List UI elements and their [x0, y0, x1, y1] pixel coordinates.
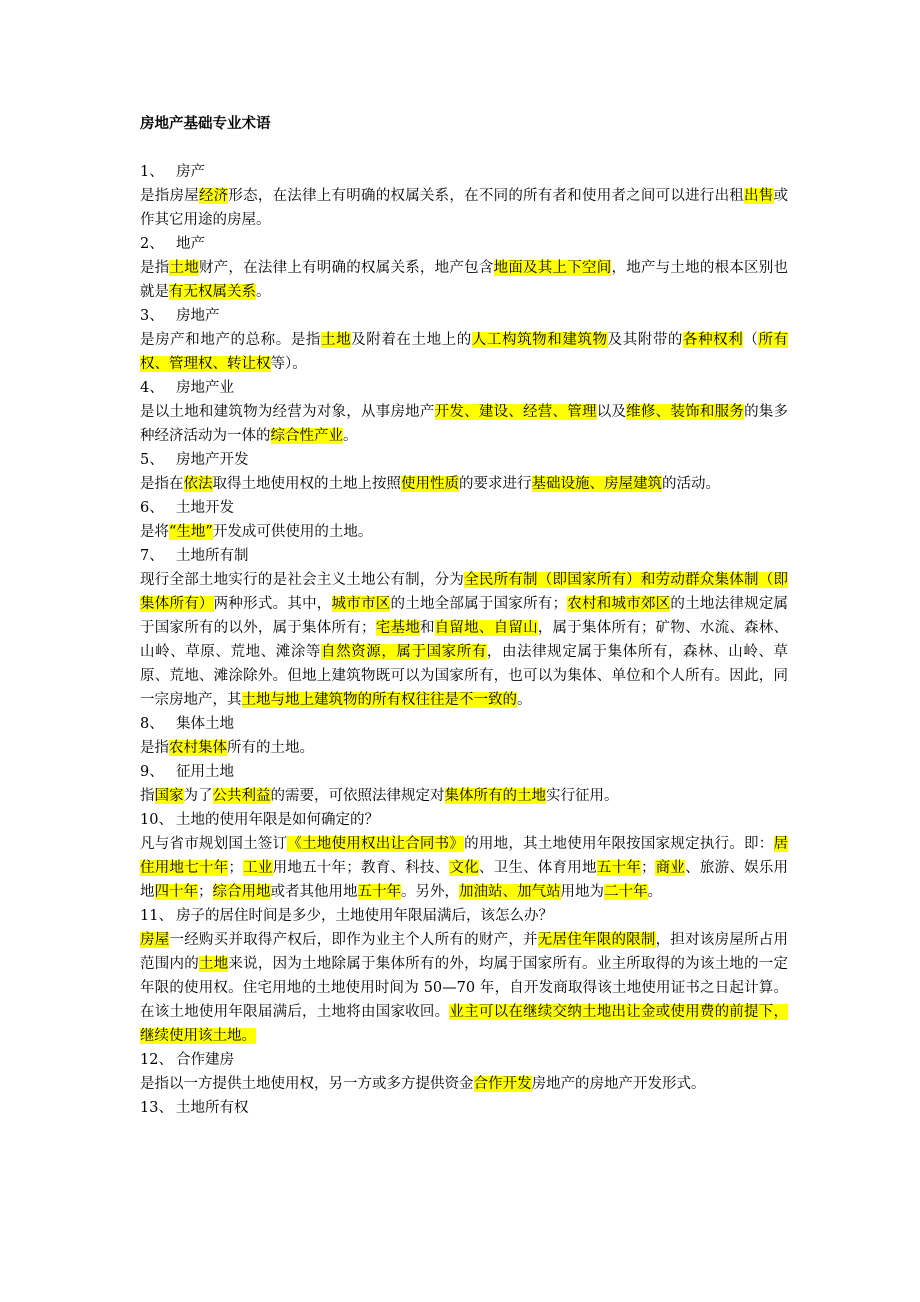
section-heading: [140, 760, 788, 784]
section-number: 13、: [140, 1100, 173, 1116]
highlighted-text: 人工构筑物和建筑物: [471, 332, 608, 348]
paragraph-text: 以及: [596, 404, 627, 420]
paragraph-text: 房地产的房地产开发形式。: [531, 1076, 706, 1092]
paragraph-text: 及其附带的: [607, 332, 684, 348]
section-heading-text: 土地所有制: [176, 548, 249, 564]
highlighted-text: 基础设施、房屋建筑: [531, 476, 662, 492]
section-number: 7、: [140, 548, 164, 564]
paragraph-text: 。: [256, 284, 271, 300]
paragraph-text: 。: [343, 428, 358, 444]
paragraph-text: 的土地全部属于国家所有；: [390, 596, 568, 612]
paragraph-text: 开发成可供使用的土地。: [212, 524, 373, 540]
paragraph-text: 用地为: [560, 884, 604, 900]
section-paragraph: [140, 400, 788, 448]
paragraph-text: （: [743, 332, 759, 348]
paragraph-text: 是指在: [140, 476, 184, 492]
paragraph-text: 是以土地和建筑物为经营为对象，从事房地产: [140, 404, 435, 420]
highlighted-text: 全民所有制（即国家所有）和劳动群众集体制（即集体所有）: [140, 572, 789, 612]
section-heading: [140, 544, 788, 568]
section-heading-text: 土地所有权: [176, 1100, 249, 1116]
section-heading: [140, 496, 788, 520]
highlighted-text: 土地: [198, 956, 229, 972]
highlighted-text: 五十年: [357, 884, 401, 900]
paragraph-text: 或作其它用途的房屋。: [140, 188, 789, 228]
section-heading-text: 集体土地: [176, 716, 234, 732]
section-heading: [140, 1096, 788, 1120]
highlighted-text: 居住用地七十年: [140, 836, 789, 876]
paragraph-text: 凡与省市规划国土签订: [140, 836, 288, 852]
paragraph-text: 是房产和地产的总称。是指: [140, 332, 321, 348]
paragraph-text: ，担对该房屋所占用范围内的: [140, 932, 789, 972]
section-paragraph: [140, 784, 788, 808]
highlighted-text: 公共利益: [212, 788, 271, 804]
section-heading-text: 房子的居住时间是多少，土地使用年限届满后，该怎么办？: [176, 908, 553, 924]
section-paragraph: [140, 184, 788, 232]
paragraph-text: 实行征用。: [546, 788, 619, 804]
section-heading: [140, 712, 788, 736]
paragraph-text: 的活动。: [662, 476, 720, 492]
highlighted-text: 宅基地: [375, 620, 420, 636]
highlighted-text: 地面及其上下空间: [493, 260, 612, 276]
section-paragraph: [140, 1072, 788, 1096]
paragraph-text: 来说，因为土地除属于集体所有的外，均属于国家所有。业主所取得的为该土地的一定年限的使用权。住宅用地的土地使用时间为 50—70 年，自开发商取得该土地使用证书之日起计算。在该土地使用年限届满后，土地将由国家收回。: [140, 956, 789, 1020]
section-paragraph: [140, 472, 788, 496]
paragraph-text: ，地产与土地的根本区别也就是: [140, 260, 789, 300]
highlighted-text: 自留地、自留山: [434, 620, 538, 636]
paragraph-text: 现行全部土地实行的是社会主义土地公有制，分为: [140, 572, 465, 588]
section-number: 4、: [140, 380, 164, 396]
section-heading-text: 征用土地: [176, 764, 234, 780]
section-heading: [140, 1048, 788, 1072]
highlighted-text: 有无权属关系: [169, 284, 256, 300]
section-paragraph: [140, 256, 788, 304]
section-heading-text: 房地产业: [176, 380, 234, 396]
paragraph-text: 是指: [140, 740, 169, 756]
section-number: 11、: [140, 908, 173, 924]
paragraph-text: ；: [640, 860, 656, 876]
section-heading-text: 房地产: [176, 308, 220, 324]
paragraph-text: 。: [647, 884, 662, 900]
highlighted-text: 自然资源，属于国家所有: [321, 644, 487, 660]
section-number: 1、: [140, 164, 164, 180]
highlighted-text: 使用性质: [401, 476, 459, 492]
highlighted-text: 所有权、管理权、转让权: [140, 332, 789, 372]
paragraph-text: 的用地，其土地使用年限按国家规定执行。即：: [464, 836, 774, 852]
section-paragraph: [140, 568, 788, 712]
paragraph-text: ，属于集体所有；矿物、水流、森林、山岭、草原、荒地、滩涂等: [140, 620, 789, 660]
section-heading-text: 房产: [176, 164, 205, 180]
highlighted-text: 商业: [655, 860, 686, 876]
document-page: [140, 112, 788, 1120]
paragraph-text: 和: [419, 620, 435, 636]
section-heading: [140, 808, 788, 832]
highlighted-text: 《土地使用权出让合同书》: [287, 836, 465, 852]
paragraph-text: 是将: [140, 524, 169, 540]
highlighted-text: 经济: [198, 188, 229, 204]
paragraph-text: 是指以一方提供土地使用权，另一方或多方提供资金: [140, 1076, 474, 1092]
highlighted-text: 维修、装饰和服务: [626, 404, 745, 420]
paragraph-text: 的集多种经济活动为一体的: [140, 404, 789, 444]
section-heading-text: 土地的使用年限是如何确定的？: [176, 812, 379, 828]
document-title: 房地产基础专业术语: [140, 116, 271, 132]
section-paragraph: [140, 736, 788, 760]
paragraph-text: 及附着在土地上的: [351, 332, 472, 348]
highlighted-text: 无居住年限的限制: [537, 932, 656, 948]
highlighted-text: 加油站、加气站: [459, 884, 561, 900]
section-number: 3、: [140, 308, 164, 324]
highlighted-text: 合作开发: [473, 1076, 532, 1092]
section-heading: [140, 232, 788, 256]
paragraph-text: 、卫生、体育用地: [478, 860, 597, 876]
section-heading: [140, 448, 788, 472]
highlighted-text: 文化: [449, 860, 479, 876]
document-body: [140, 160, 788, 1120]
highlighted-text: 农村和城市郊区: [567, 596, 671, 612]
section-number: 8、: [140, 716, 164, 732]
section-heading: [140, 376, 788, 400]
paragraph-text: 的土地法律规定属于国家所有的以外，属于集体所有；: [140, 596, 789, 636]
paragraph-text: 或者其他用地: [270, 884, 358, 900]
highlighted-text: 土地与地上建筑物的所有权往往是不一致的: [241, 692, 517, 708]
section-number: 10、: [140, 812, 173, 828]
highlighted-text: 出售: [744, 188, 774, 204]
paragraph-text: 是指房屋: [140, 188, 199, 204]
highlighted-text: 集体所有的土地: [444, 788, 546, 804]
highlighted-text: 二十年: [604, 884, 648, 900]
section-paragraph: [140, 928, 788, 1048]
section-number: 9、: [140, 764, 164, 780]
paragraph-text: 财产，在法律上有明确的权属关系，地产包含: [198, 260, 494, 276]
section-paragraph: [140, 520, 788, 544]
paragraph-text: 等）。: [270, 356, 307, 372]
paragraph-text: 的需要，可依照法律规定对: [270, 788, 445, 804]
highlighted-text: 业主可以在继续交纳土地出让金或使用费的前提下，继续使用该土地。: [140, 1004, 789, 1044]
section-number: 12、: [140, 1052, 173, 1068]
highlighted-text: 综合用地: [212, 884, 271, 900]
paragraph-text: 取得土地使用权的土地上按照: [212, 476, 401, 492]
highlighted-text: 农村集体: [169, 740, 227, 756]
highlighted-text: 城市市区: [331, 596, 391, 612]
paragraph-text: 所有的土地。: [227, 740, 314, 756]
paragraph-text: ；: [228, 860, 243, 876]
section-heading-text: 房地产开发: [176, 452, 249, 468]
highlighted-text: 土地: [321, 332, 352, 348]
highlighted-text: 开发、建设、经营、管理: [434, 404, 597, 420]
section-paragraph: [140, 832, 788, 904]
section-paragraph: [140, 328, 788, 376]
section-heading-text: 土地开发: [176, 500, 234, 516]
paragraph-text: ；: [198, 884, 213, 900]
section-heading-text: 合作建房: [176, 1052, 234, 1068]
paragraph-text: 是指: [140, 260, 170, 276]
section-number: 2、: [140, 236, 164, 252]
section-number: 5、: [140, 452, 164, 468]
highlighted-text: 房屋: [140, 932, 170, 948]
section-heading: [140, 904, 788, 928]
section-heading-text: 地产: [176, 236, 205, 252]
paragraph-text: 的要求进行: [459, 476, 532, 492]
highlighted-text: 四十年: [154, 884, 198, 900]
paragraph-text: 一经购买并取得产权后，即作为业主个人所有的财产，并: [169, 932, 538, 948]
section-number: 6、: [140, 500, 164, 516]
highlighted-text: 工业: [242, 860, 273, 876]
paragraph-text: ，由法律规定属于集体所有，森林、山岭、草原、荒地、滩涂除外。但地上建筑物既可以为国家所有，也可以为集体、单位和个人所有。因此，同一宗房地产，其: [140, 644, 789, 708]
highlighted-text: 五十年: [596, 860, 641, 876]
highlighted-text: 依法: [183, 476, 213, 492]
highlighted-text: 土地: [169, 260, 199, 276]
paragraph-text: 。: [517, 692, 532, 708]
highlighted-text: 国家: [154, 788, 184, 804]
paragraph-text: 。另外，: [401, 884, 459, 900]
paragraph-text: 为了: [183, 788, 213, 804]
paragraph-text: 用地五十年；教育、科技、: [272, 860, 450, 876]
paragraph-text: 指: [140, 788, 155, 804]
highlighted-text: “生地”: [169, 524, 213, 540]
section-heading: [140, 160, 788, 184]
paragraph-text: 两种形式。其中，: [213, 596, 332, 612]
paragraph-text: 形态，在法律上有明确的权属关系，在不同的所有者和使用者之间可以进行出租: [228, 188, 745, 204]
highlighted-text: 各种权利: [683, 332, 744, 348]
paragraph-text: 、旅游、娱乐用地: [140, 860, 789, 900]
section-heading: [140, 304, 788, 328]
highlighted-text: 综合性产业: [270, 428, 343, 444]
